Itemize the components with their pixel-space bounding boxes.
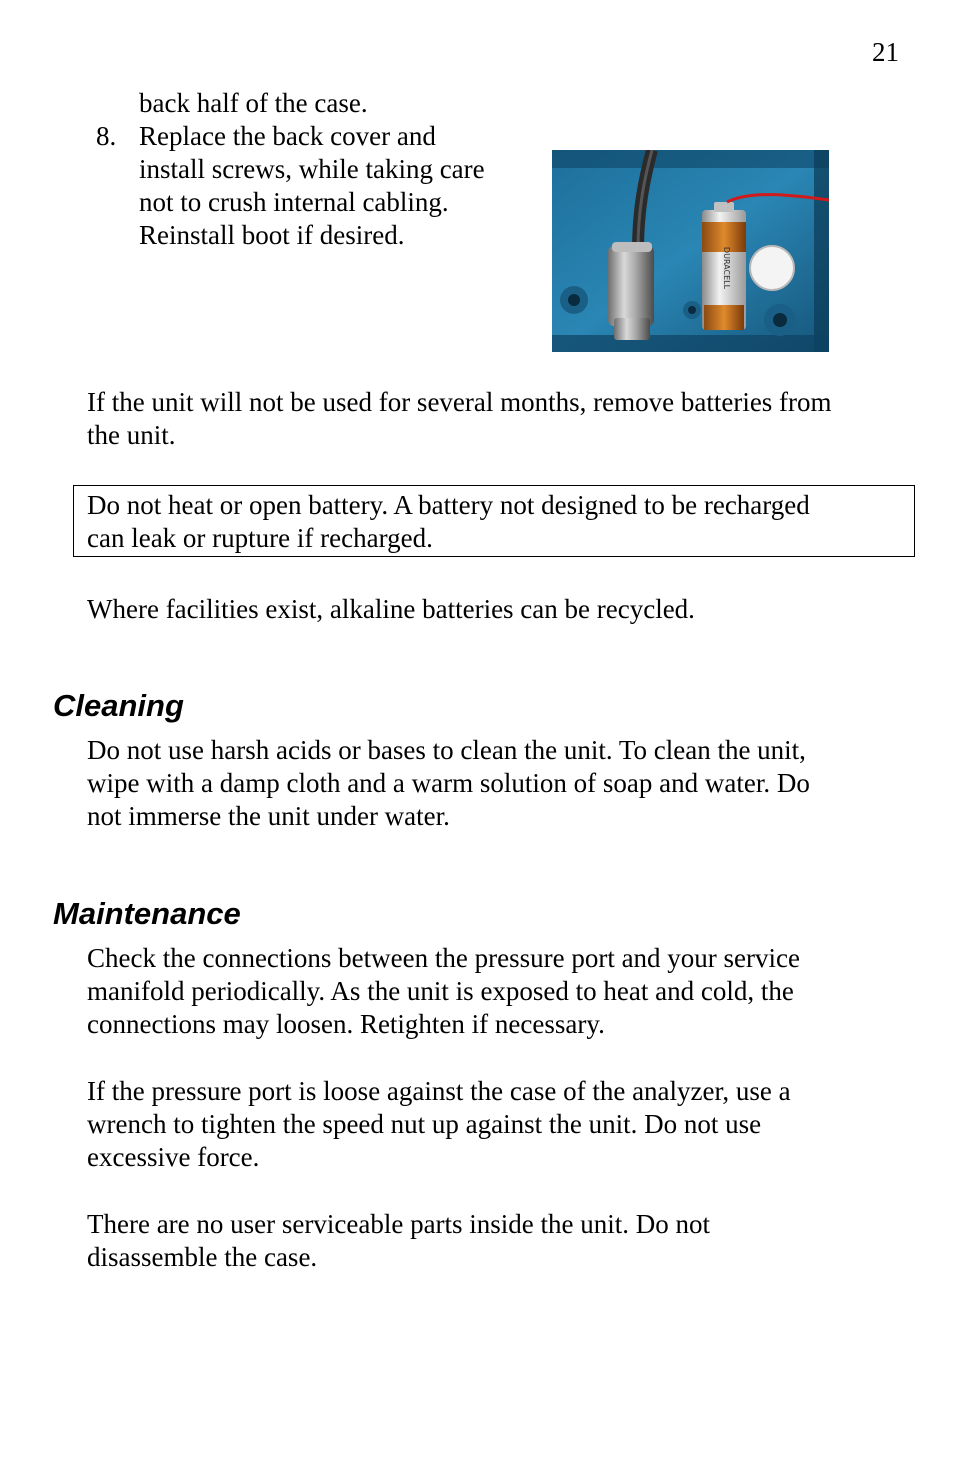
maintenance-heading: Maintenance bbox=[53, 896, 241, 931]
maintenance-line: connections may loosen. Retighten if necessary. bbox=[87, 1009, 605, 1039]
maintenance-line: manifold periodically. As the unit is exposed to heat and cold, the bbox=[87, 976, 794, 1006]
step-8-line: install screws, while taking care bbox=[139, 154, 485, 184]
battery-compartment-photo bbox=[552, 150, 829, 352]
warning-line: can leak or rupture if recharged. bbox=[87, 523, 433, 553]
step-continuation: back half of the case. bbox=[139, 88, 368, 118]
step-8-line: Replace the back cover and bbox=[139, 121, 436, 151]
cleaning-heading: Cleaning bbox=[53, 688, 184, 723]
storage-line: If the unit will not be used for several months, remove batteries from bbox=[87, 387, 832, 417]
warning-line: Do not heat or open battery. A battery not designed to be recharged bbox=[87, 490, 810, 520]
maintenance-line: Check the connections between the pressure port and your service bbox=[87, 943, 800, 973]
cleaning-line: Do not use harsh acids or bases to clean the unit. To clean the unit, bbox=[87, 735, 806, 765]
storage-line: the unit. bbox=[87, 420, 176, 450]
maintenance-paragraph-3 bbox=[87, 1208, 907, 1274]
storage-paragraph bbox=[87, 386, 907, 452]
maintenance-line: wrench to tighten the speed nut up against the unit. Do not use bbox=[87, 1109, 762, 1139]
recycle-line: Where facilities exist, alkaline batteries can be recycled. bbox=[87, 594, 695, 624]
maintenance-line: excessive force. bbox=[87, 1142, 260, 1172]
step-8-text bbox=[139, 120, 529, 252]
maintenance-line: If the pressure port is loose against the case of the analyzer, use a bbox=[87, 1076, 791, 1106]
page-number: 21 bbox=[872, 37, 899, 67]
step-8-line: Reinstall boot if desired. bbox=[139, 220, 405, 250]
recycle-paragraph bbox=[87, 593, 907, 626]
maintenance-line: There are no user serviceable parts inside the unit. Do not bbox=[87, 1209, 711, 1239]
step-8-number: 8. bbox=[96, 121, 117, 151]
maintenance-paragraph-1 bbox=[87, 942, 907, 1041]
battery-brand-label: DURACELL bbox=[722, 246, 731, 290]
cleaning-line: wipe with a damp cloth and a warm solution of soap and water. Do bbox=[87, 768, 810, 798]
cleaning-line: not immerse the unit under water. bbox=[87, 801, 450, 831]
cleaning-paragraph bbox=[87, 734, 907, 833]
step-8-line: not to crush internal cabling. bbox=[139, 187, 449, 217]
maintenance-paragraph-2 bbox=[87, 1075, 907, 1174]
battery-warning-text bbox=[87, 489, 907, 555]
maintenance-line: disassemble the case. bbox=[87, 1242, 318, 1272]
